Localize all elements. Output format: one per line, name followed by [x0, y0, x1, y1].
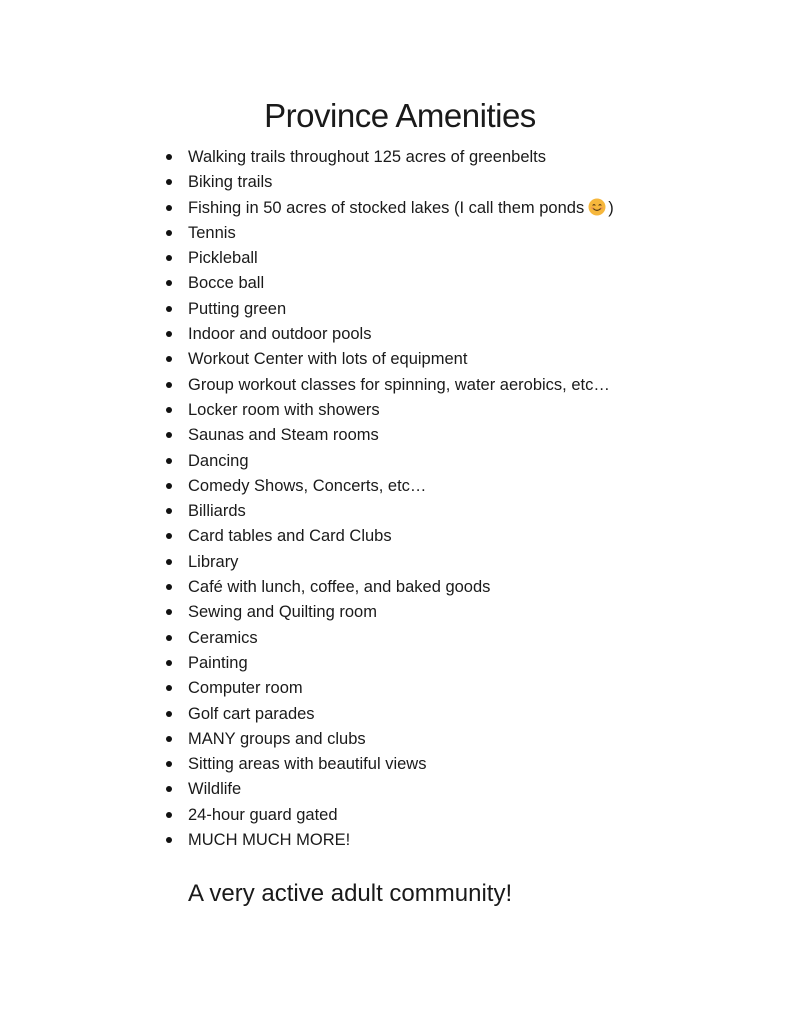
list-item-text: Wildlife: [188, 780, 242, 799]
bullet-icon: [166, 432, 172, 438]
list-item-text: Sitting areas with beautiful views: [188, 755, 427, 774]
list-item-text: Painting: [188, 653, 248, 672]
list-item: [164, 752, 614, 777]
list-item: [164, 651, 614, 676]
page-title: Province Amenities: [264, 97, 536, 134]
list-item-text: Tennis: [188, 223, 236, 242]
bullet-icon: [166, 407, 172, 413]
bullet-icon: [166, 356, 172, 362]
list-item: [164, 271, 614, 296]
bullet-icon: [166, 584, 172, 590]
list-item: [164, 626, 614, 651]
list-item: [164, 575, 614, 600]
list-item-text: Card tables and Card Clubs: [188, 527, 392, 546]
list-item-text: Locker room with showers: [188, 400, 380, 419]
list-item-text: Dancing: [188, 451, 249, 470]
list-item: [164, 803, 614, 828]
bullet-icon: [166, 483, 172, 489]
list-item: [164, 499, 614, 524]
list-item: [164, 727, 614, 752]
list-item: [164, 702, 614, 727]
bullet-icon: [166, 736, 172, 742]
bullet-icon: [166, 306, 172, 312]
list-item: [164, 600, 614, 625]
list-item: [164, 145, 614, 170]
list-item-text: Bocce ball: [188, 274, 265, 293]
bullet-icon: [166, 786, 172, 792]
list-item-text: MUCH MUCH MORE!: [188, 831, 351, 850]
bullet-icon: [166, 458, 172, 464]
bullet-icon: [166, 331, 172, 337]
bullet-icon: [166, 255, 172, 261]
bullet-icon: [166, 280, 172, 286]
list-item: [164, 221, 614, 246]
bullet-icon: [166, 761, 172, 767]
list-item: [164, 297, 614, 322]
list-item: [164, 423, 614, 448]
bullet-icon: [166, 533, 172, 539]
list-item: [164, 777, 614, 802]
bullet-icon: [166, 812, 172, 818]
list-item: [164, 550, 614, 575]
bullet-icon: [166, 609, 172, 615]
bullet-icon: [166, 205, 172, 211]
list-item-text-suffix: ): [608, 198, 614, 217]
bullet-icon: [166, 559, 172, 565]
list-item: [164, 196, 614, 221]
bullet-icon: [166, 230, 172, 236]
list-item-text: Pickleball: [188, 249, 258, 268]
list-item: [164, 474, 614, 499]
bullet-icon: [166, 179, 172, 185]
bullet-icon: [166, 154, 172, 160]
list-item: [164, 170, 614, 195]
list-item: [164, 373, 614, 398]
list-item-text: Putting green: [188, 299, 287, 318]
list-item-text: Walking trails throughout 125 acres of greenbelts: [188, 148, 547, 166]
list-item-text: Biking trails: [188, 173, 273, 192]
list-item-text: 24-hour guard gated: [188, 805, 338, 824]
list-item-text: Computer room: [188, 679, 303, 698]
list-item: [164, 347, 614, 372]
list-item-text: Comedy Shows, Concerts, etc…: [188, 476, 427, 495]
bullet-icon: [166, 660, 172, 666]
list-item-text: Fishing in 50 acres of stocked lakes (I call them ponds: [188, 198, 585, 217]
list-item-text: Café with lunch, coffee, and baked goods: [188, 578, 491, 597]
list-item-text: Workout Center with lots of equipment: [188, 350, 468, 369]
bullet-icon: [166, 382, 172, 388]
list-item: [164, 246, 614, 271]
amenities-list: [164, 145, 614, 853]
bullet-icon: [166, 635, 172, 641]
list-item-text: MANY groups and clubs: [188, 729, 366, 748]
list-item: [164, 676, 614, 701]
bullet-icon: [166, 685, 172, 691]
list-item-text: Billiards: [188, 502, 246, 521]
list-item-text: Group workout classes for spinning, water aerobics, etc…: [188, 375, 610, 394]
list-item-text: Indoor and outdoor pools: [188, 325, 372, 344]
list-item: [164, 322, 614, 347]
bullet-icon: [166, 711, 172, 717]
list-item: [164, 828, 614, 853]
bullet-icon: [166, 837, 172, 843]
bullet-icon: [166, 508, 172, 514]
smiling-face-icon: [588, 198, 606, 216]
list-item-text: Golf cart parades: [188, 704, 315, 723]
list-item-text: Ceramics: [188, 628, 258, 647]
list-item: [164, 449, 614, 474]
list-item-text: Sewing and Quilting room: [188, 603, 377, 622]
list-item-text: Library: [188, 552, 239, 571]
list-item: [164, 524, 614, 549]
list-item: [164, 398, 614, 423]
list-item-text: Saunas and Steam rooms: [188, 426, 379, 445]
tagline: A very active adult community!: [188, 880, 513, 907]
